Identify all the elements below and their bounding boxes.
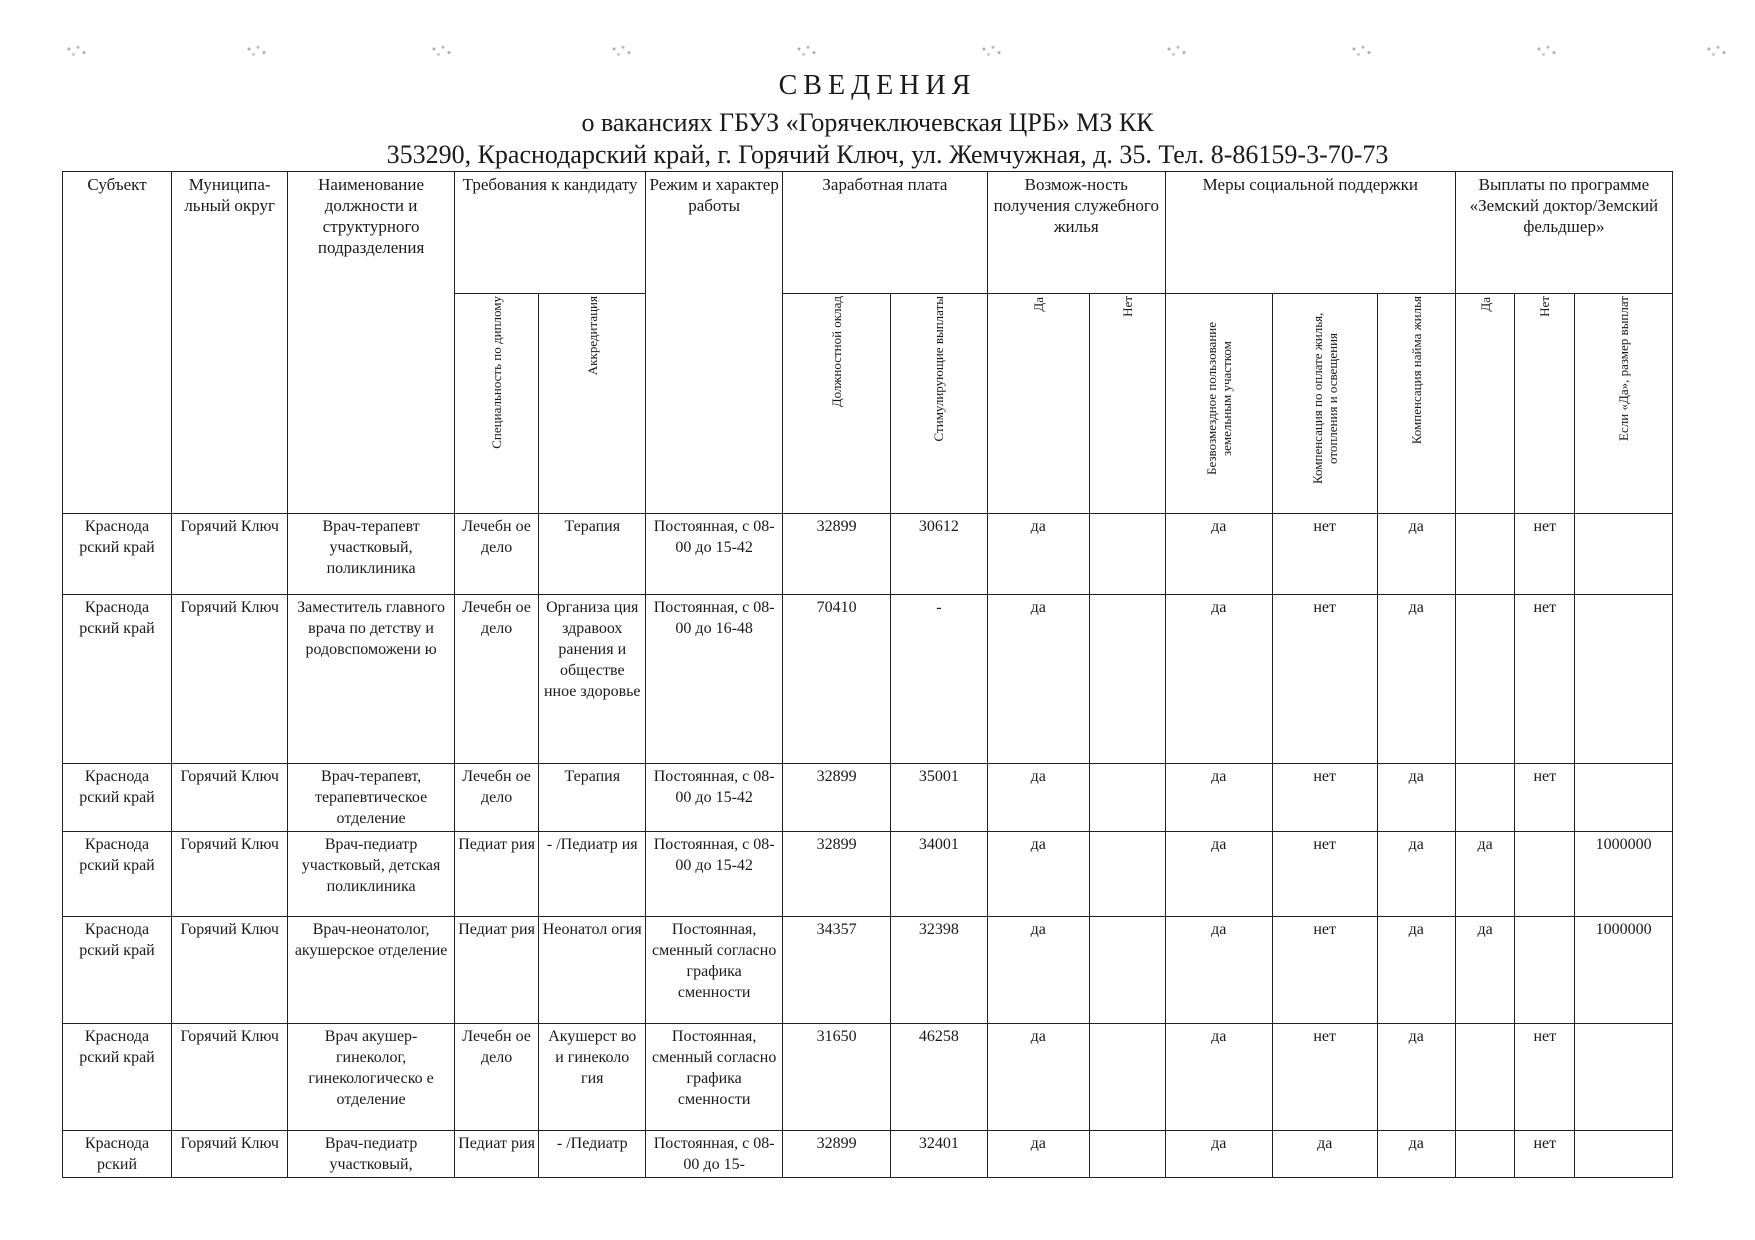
- cell-utilities: нет: [1272, 764, 1377, 832]
- subheader-pay-amount: [1575, 294, 1673, 514]
- cell-specialty: Лечебн ое дело: [454, 1024, 538, 1131]
- cell-pay-no: нет: [1515, 595, 1575, 764]
- cell-accreditation: Организа ция здравоох ранения и обществе нное здоровье: [539, 595, 646, 764]
- scan-speck: [790, 40, 820, 58]
- cell-base-salary: 34357: [783, 917, 891, 1024]
- cell-housing-no: [1089, 917, 1165, 1024]
- cell-accreditation: Терапия: [539, 514, 646, 595]
- cell-subject: Краснода рский край: [63, 832, 172, 917]
- scan-speck: [425, 40, 455, 58]
- subheader-base-salary: [783, 294, 891, 514]
- header-mode: Режим и характер работы: [646, 172, 783, 514]
- vacancies-table: [62, 171, 1673, 1178]
- subheader-rent: [1377, 294, 1455, 514]
- cell-rent: да: [1377, 917, 1455, 1024]
- table-row: [63, 595, 1673, 764]
- cell-land: да: [1165, 832, 1272, 917]
- cell-municipal: Горячий Ключ: [172, 1131, 288, 1178]
- cell-pay-yes: [1455, 1024, 1515, 1131]
- cell-base-salary: 32899: [783, 764, 891, 832]
- scan-speck: [1530, 40, 1560, 58]
- header-salary: Заработная плата: [783, 172, 988, 294]
- scan-speck: [240, 40, 270, 58]
- subheader-pay-no: [1515, 294, 1575, 514]
- cell-mode: Постоянная, с 08-00 до 16-48: [646, 595, 783, 764]
- cell-base-salary: 32899: [783, 514, 891, 595]
- cell-bonus: 30612: [891, 514, 988, 595]
- cell-housing-no: [1089, 514, 1165, 595]
- cell-specialty: Педиат рия: [454, 832, 538, 917]
- cell-specialty: Педиат рия: [454, 1131, 538, 1178]
- cell-mode: Постоянная, с 08-00 до 15-: [646, 1131, 783, 1178]
- cell-position: Врач-педиатр участковый, детская поликлиника: [288, 832, 455, 917]
- cell-pay-amount: [1575, 595, 1673, 764]
- cell-municipal: Горячий Ключ: [172, 917, 288, 1024]
- subheader-housing-no: [1089, 294, 1165, 514]
- cell-subject: Краснода рский край: [63, 917, 172, 1024]
- document-subtitle: о вакансиях ГБУЗ «Горячеключевская ЦРБ» МЗ КК: [581, 108, 1154, 137]
- subheader-pay-amount-label: Если «Да», размер выплат: [1616, 296, 1632, 441]
- cell-pay-yes: да: [1455, 917, 1515, 1024]
- cell-position: Врач-неонатолог, акушерское отделение: [288, 917, 455, 1024]
- cell-subject: Краснода рский край: [63, 595, 172, 764]
- subheader-housing-no-label: Нет: [1119, 296, 1135, 317]
- cell-accreditation: - /Педиатр: [539, 1131, 646, 1178]
- cell-mode: Постоянная, сменный согласно графика сменности: [646, 1024, 783, 1131]
- subheader-utilities-label: Компенсация по оплате жилья, отопления и освещения: [1309, 312, 1340, 485]
- cell-subject: Краснода рский край: [63, 514, 172, 595]
- header-requirements: Требования к кандидату: [454, 172, 645, 294]
- cell-specialty: Лечебн ое дело: [454, 514, 538, 595]
- cell-bonus: 46258: [891, 1024, 988, 1131]
- cell-subject: Краснода рский край: [63, 1024, 172, 1131]
- cell-pay-no: нет: [1515, 514, 1575, 595]
- subheader-accreditation-label: Аккредитация: [584, 296, 600, 376]
- scan-speck: [1160, 40, 1190, 58]
- subheader-specialty: [454, 294, 538, 514]
- cell-pay-no: нет: [1515, 1024, 1575, 1131]
- cell-accreditation: Терапия: [539, 764, 646, 832]
- cell-rent: да: [1377, 1024, 1455, 1131]
- cell-accreditation: Неонатол огия: [539, 917, 646, 1024]
- cell-land: да: [1165, 514, 1272, 595]
- cell-position: Врач-педиатр участковый,: [288, 1131, 455, 1178]
- header-subject: Субъект: [63, 172, 172, 514]
- table-row: [63, 1131, 1673, 1178]
- cell-mode: Постоянная, с 08-00 до 15-42: [646, 832, 783, 917]
- cell-mode: Постоянная, с 08-00 до 15-42: [646, 764, 783, 832]
- cell-municipal: Горячий Ключ: [172, 764, 288, 832]
- cell-pay-yes: [1455, 514, 1515, 595]
- cell-position: Врач-терапевт, терапевтическое отделение: [288, 764, 455, 832]
- cell-pay-amount: 1000000: [1575, 917, 1673, 1024]
- cell-subject: Краснода рский: [63, 1131, 172, 1178]
- cell-specialty: Лечебн ое дело: [454, 764, 538, 832]
- cell-land: да: [1165, 1024, 1272, 1131]
- cell-accreditation: Акушерст во и гинеколо гия: [539, 1024, 646, 1131]
- cell-pay-yes: [1455, 1131, 1515, 1178]
- cell-pay-no: [1515, 917, 1575, 1024]
- header-municipal: Муниципа-льный округ: [172, 172, 288, 514]
- cell-pay-no: [1515, 832, 1575, 917]
- cell-municipal: Горячий Ключ: [172, 832, 288, 917]
- cell-housing-no: [1089, 1131, 1165, 1178]
- cell-housing-no: [1089, 595, 1165, 764]
- table-row: [63, 917, 1673, 1024]
- cell-pay-amount: [1575, 514, 1673, 595]
- cell-utilities: нет: [1272, 595, 1377, 764]
- scan-speck: [60, 40, 90, 58]
- cell-position: Заместитель главного врача по детству и родовспоможени ю: [288, 595, 455, 764]
- cell-housing-no: [1089, 764, 1165, 832]
- cell-municipal: Горячий Ключ: [172, 1024, 288, 1131]
- scan-speck: [1700, 40, 1730, 58]
- subheader-housing-yes-label: Да: [1030, 297, 1046, 312]
- cell-utilities: нет: [1272, 514, 1377, 595]
- table-row: [63, 832, 1673, 917]
- table-row: [63, 514, 1673, 595]
- cell-rent: да: [1377, 514, 1455, 595]
- subheader-land: [1165, 294, 1272, 514]
- cell-housing-yes: да: [987, 832, 1089, 917]
- cell-land: да: [1165, 917, 1272, 1024]
- table-row: [63, 764, 1673, 832]
- cell-mode: Постоянная, сменный согласно графика сменности: [646, 917, 783, 1024]
- subheader-rent-label: Компенсация найма жилья: [1408, 296, 1424, 445]
- cell-specialty: Лечебн ое дело: [454, 595, 538, 764]
- cell-pay-yes: [1455, 764, 1515, 832]
- cell-mode: Постоянная, с 08-00 до 15-42: [646, 514, 783, 595]
- cell-housing-yes: да: [987, 764, 1089, 832]
- header-payments: Выплаты по программе «Земский доктор/Земский фельдшер»: [1455, 172, 1672, 294]
- cell-accreditation: - /Педиатр ия: [539, 832, 646, 917]
- header-support: Меры социальной поддержки: [1165, 172, 1455, 294]
- cell-base-salary: 31650: [783, 1024, 891, 1131]
- subheader-accreditation: [539, 294, 646, 514]
- cell-pay-amount: [1575, 1024, 1673, 1131]
- document-title: СВЕДЕНИЯ: [778, 70, 977, 101]
- cell-rent: да: [1377, 764, 1455, 832]
- cell-municipal: Горячий Ключ: [172, 595, 288, 764]
- cell-specialty: Педиат рия: [454, 917, 538, 1024]
- scan-speck: [1345, 40, 1375, 58]
- cell-land: да: [1165, 1131, 1272, 1178]
- table-row: [63, 1024, 1673, 1131]
- cell-pay-yes: да: [1455, 832, 1515, 917]
- subheader-housing-yes: [987, 294, 1089, 514]
- cell-bonus: -: [891, 595, 988, 764]
- cell-housing-yes: да: [987, 595, 1089, 764]
- cell-base-salary: 32899: [783, 1131, 891, 1178]
- cell-housing-yes: да: [987, 1024, 1089, 1131]
- cell-position: Врач-терапевт участковый, поликлиника: [288, 514, 455, 595]
- cell-utilities: да: [1272, 1131, 1377, 1178]
- scan-speck: [605, 40, 635, 58]
- cell-pay-amount: 1000000: [1575, 832, 1673, 917]
- header-housing: Возмож-ность получения служебного жилья: [987, 172, 1165, 294]
- cell-land: да: [1165, 595, 1272, 764]
- cell-housing-no: [1089, 832, 1165, 917]
- subheader-land-label: Безвозмездное пользование земельным участком: [1203, 321, 1234, 476]
- cell-pay-yes: [1455, 595, 1515, 764]
- subheader-bonus-label: Стимулирующие выплаты: [931, 296, 947, 442]
- cell-utilities: нет: [1272, 832, 1377, 917]
- subheader-bonus: [891, 294, 988, 514]
- cell-base-salary: 32899: [783, 832, 891, 917]
- cell-bonus: 32401: [891, 1131, 988, 1178]
- cell-land: да: [1165, 764, 1272, 832]
- subheader-pay-no-label: Нет: [1537, 296, 1553, 317]
- cell-housing-yes: да: [987, 514, 1089, 595]
- cell-bonus: 34001: [891, 832, 988, 917]
- cell-subject: Краснода рский край: [63, 764, 172, 832]
- cell-bonus: 32398: [891, 917, 988, 1024]
- cell-utilities: нет: [1272, 917, 1377, 1024]
- cell-rent: да: [1377, 1131, 1455, 1178]
- cell-rent: да: [1377, 832, 1455, 917]
- cell-base-salary: 70410: [783, 595, 891, 764]
- subheader-base-salary-label: Должностной оклад: [829, 296, 845, 408]
- subheader-pay-yes-label: Да: [1477, 297, 1493, 312]
- cell-pay-no: нет: [1515, 1131, 1575, 1178]
- cell-housing-yes: да: [987, 917, 1089, 1024]
- cell-bonus: 35001: [891, 764, 988, 832]
- cell-utilities: нет: [1272, 1024, 1377, 1131]
- document-address: 353290, Краснодарский край, г. Горячий Ключ, ул. Жемчужная, д. 35. Тел. 8-86159-3-70-73: [386, 140, 1389, 169]
- header-position: Наименование должности и структурного подразделения: [288, 172, 455, 514]
- cell-municipal: Горячий Ключ: [172, 514, 288, 595]
- cell-pay-amount: [1575, 1131, 1673, 1178]
- cell-housing-no: [1089, 1024, 1165, 1131]
- subheader-pay-yes: [1455, 294, 1515, 514]
- cell-pay-no: нет: [1515, 764, 1575, 832]
- subheader-utilities: [1272, 294, 1377, 514]
- cell-housing-yes: да: [987, 1131, 1089, 1178]
- scan-speck: [975, 40, 1005, 58]
- subheader-specialty-label: Специальность по диплому: [489, 296, 505, 449]
- cell-pay-amount: [1575, 764, 1673, 832]
- cell-rent: да: [1377, 595, 1455, 764]
- header-row: [63, 172, 1673, 294]
- cell-position: Врач акушер-гинеколог, гинекологическо е отделение: [288, 1024, 455, 1131]
